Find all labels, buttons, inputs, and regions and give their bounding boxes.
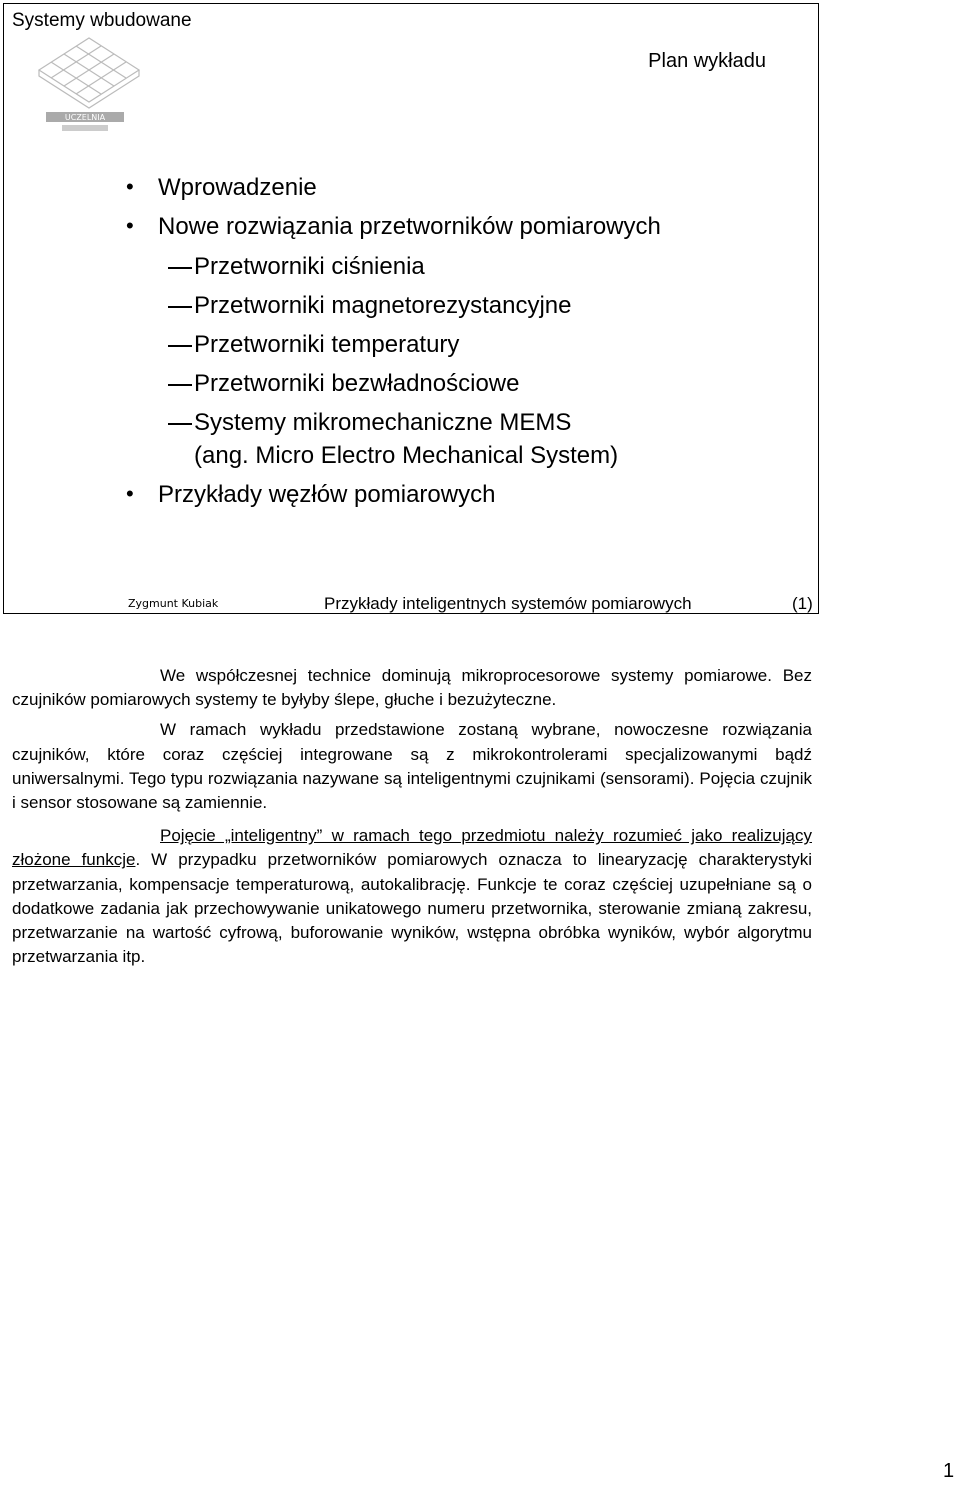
dash-bullet	[168, 345, 192, 347]
slide-frame	[3, 3, 819, 614]
page-number: 1	[943, 1460, 955, 1482]
footer-slide-number: (1)	[792, 594, 813, 613]
notes-paragraph: We współczesnej technice dominują mikroprocesorowe systemy pomiarowe. Bez czujników pomiarowych systemy te byłyby ślepe, głuche i bezużyteczne.	[12, 666, 812, 710]
outline-subitem: Przetworniki bezwładnościowe	[194, 370, 519, 398]
outline-item: • Przykłady węzłów pomiarowych	[158, 481, 495, 509]
notes-paragraph: W ramach wykładu przedstawione zostaną wybrane, nowoczesne rozwiązania czujników, które coraz częściej integrowane są z mikrokontrolerami specjalizowanymi bądź uniwersalnymi. Tego typu rozwiązania nazywane są inteligentnymi czujnikami (sensorami). Pojęcia czujnik i sensor stosowane są zamiennie.	[12, 720, 812, 813]
slide-title: Plan wykładu	[648, 50, 766, 72]
outline-item: • Nowe rozwiązania przetworników pomiarowych	[158, 213, 661, 241]
header-title: Systemy wbudowane	[12, 10, 192, 31]
outline-subitem: Systemy mikromechaniczne MEMS	[194, 409, 571, 437]
dash-bullet	[168, 384, 192, 386]
footer-author: Zygmunt Kubiak	[128, 597, 219, 610]
outline-subitem-continuation: (ang. Micro Electro Mechanical System)	[194, 442, 619, 469]
dash-bullet	[168, 423, 192, 425]
notes-paragraph	[12, 824, 812, 969]
dash-bullet	[168, 306, 192, 308]
outline-subitem: Przetworniki ciśnienia	[194, 253, 425, 281]
university-logo	[34, 30, 144, 140]
outline-subitem: Przetworniki magnetorezystancyjne	[194, 292, 572, 320]
outline-subitem: Przetworniki temperatury	[194, 331, 459, 359]
definition-underlined: Pojęcie „inteligentny” w ramach tego przedmiotu należy rozumieć jako realizujący złożone funkcje	[12, 826, 812, 870]
lecture-notes	[12, 664, 812, 969]
logo-text: UCZELNIA	[64, 113, 106, 122]
notes-text: . W przypadku przetworników pomiarowych oznacza to linearyzację charakterystyki przetwarzania, kompensacje temperaturową, autokalibrację. Funkcje te coraz częściej uzupełniane są o dodatkowe zadania jak przechowywanie unikatowego numeru przetwornika, sterowanie zmianą zakresu, przetwarzanie na wartość cyfrową, buforowanie wyników, wstępna obróbka wyników, wybór algorytmu przetwarzania itp.	[12, 850, 812, 967]
dash-bullet	[168, 267, 192, 269]
outline-item: • Wprowadzenie	[158, 174, 317, 202]
footer-title: Przykłady inteligentnych systemów pomiarowych	[324, 594, 692, 613]
